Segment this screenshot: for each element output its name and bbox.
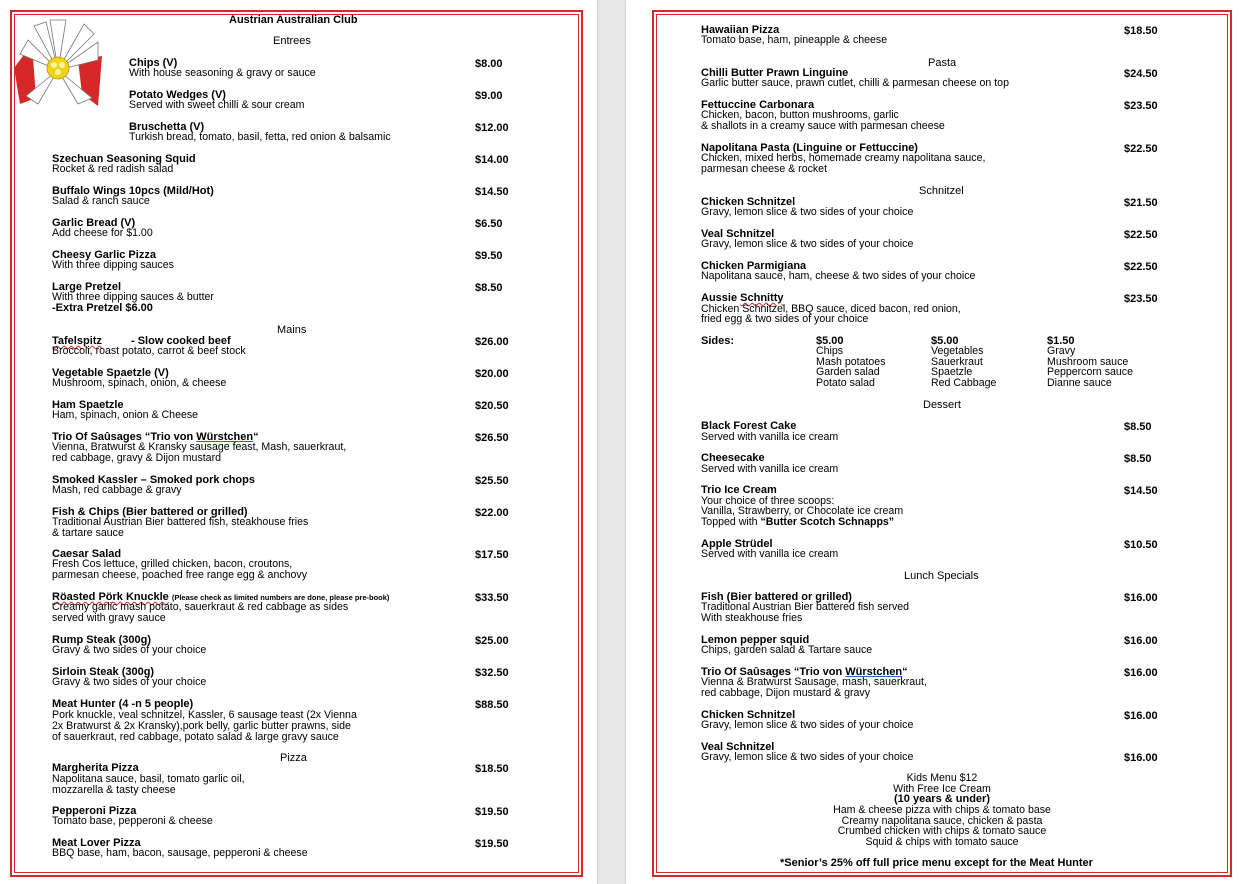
- price: $17.50: [475, 549, 509, 561]
- sides-price: $5.00: [816, 335, 844, 347]
- price: $21.50: [1124, 197, 1158, 209]
- section-dessert: Dessert: [923, 399, 961, 411]
- price: $8.50: [1124, 453, 1152, 465]
- price: $23.50: [1124, 100, 1158, 112]
- kids-item: Creamy napolitana sauce, chicken & pasta: [841, 814, 1043, 827]
- senior-discount-note: *Senior’s 25% off full price menu except for the Meat Hunter: [780, 857, 1093, 869]
- price: $18.50: [475, 763, 509, 775]
- section-pasta: Pasta: [928, 57, 957, 69]
- club-title: Austrian Australian Club: [229, 14, 358, 26]
- price: $16.00: [1124, 592, 1158, 604]
- price: $8.00: [475, 58, 503, 70]
- price: $12.00: [475, 122, 509, 134]
- kids-subtitle: With Free Ice Cream: [893, 782, 991, 795]
- price: $32.50: [475, 667, 509, 679]
- price: $6.50: [475, 218, 503, 230]
- price: $25.50: [475, 475, 509, 487]
- price: $22.50: [1124, 143, 1158, 155]
- price: $16.00: [1124, 667, 1158, 679]
- price: $33.50: [475, 592, 509, 604]
- price: $26.00: [475, 336, 509, 348]
- price: $23.50: [1124, 293, 1158, 305]
- price: $88.50: [475, 699, 509, 711]
- extra-note: -Extra Pretzel $6.00: [52, 302, 153, 314]
- menu-page-right: Hawaiian Pizza Tomato base, ham, pineapple & cheese $18.50 Pasta Chilli Butter Prawn Linguine Garlic butter sauce, prawn cutlet, chilli & parmesan cheese on top $24.50 Fettuccine Carbonara Chicken, bacon, button mushrooms, garlic & shallots in a creamy sauce with parmesan cheese $23.50 Napolitana Pasta (Linguine or Fettuccine) Chicken, mixed herbs, homemade creamy napolitana sauce, parmesan cheese & rocket $22.50 Schnitzel Chicken Schnitzel Gravy, lemon slice & two sides of your choice $21.50 Veal Schnitzel Gravy, lemon slice & two sides of your choice $22.50 Chicken Parmigiana Napolitana sauce, ham, cheese & two sides of your choice $22.50 Aussie Schnitty Chicken Schnitzel, BBQ sauce, diced bacon, red onion, fried egg & two sides of your choice $23.50 Sides: $5.00 Chips Mash potatoes Garden salad Potato salad $5.00 Vegetables Sauerkraut Spaetzle Red Cabbage $1.50 Gravy Mushroom sauce Peppercorn sauce Dianne sauce Dessert Black Forest Cake Served with vanilla ice cream $8.50 Cheesecake Served with vanilla ice cream $8.50 Trio Ice Cream Your choice of three scoops: Vanilla, Strawberry, or Chocolate ice cream Topped with “Butter Scotch Schnapps” $14.50 Apple Strüdel Served with vanilla ice cream $10.50 Lunch Specials Fish (Bier battered or grilled) Traditional Austrian Bier battered fish served With steakhouse fries $16.00 Lemon pepper squid Chips, garden salad & Tartare sauce $16.00 Trio Of Saûsages “Trio von Würstchen“ Vienna & Bratwurst Sausage, mash, sauerkraut, red cabbage, Dijon mustard & gravy $16.00 Chicken Schnitzel Gravy, lemon slice & two sides of your choice $16.00 Veal Schnitzel Gravy, lemon slice & two sides of your choice $16.00 Kids Menu $12 With Free Ice Cream (10 years & under) Ham & cheese pizza with chips & tomato base Creamy napolitana sauce, chicken & pasta Crumbed chicken with chips & tomato sauce Squid & chips with tomato sauce *Senior’s 25% off full price menu except for the Meat Hunter: [626, 0, 1239, 884]
- kids-item: Squid & chips with tomato sauce: [865, 835, 1019, 848]
- kids-menu: [742, 773, 1142, 848]
- price: $10.50: [1124, 539, 1158, 551]
- price: $8.50: [475, 282, 503, 294]
- price: $19.50: [475, 838, 509, 850]
- logo-center: [47, 57, 69, 79]
- price: $16.00: [1124, 752, 1158, 764]
- section-pizza: Pizza: [280, 752, 307, 764]
- menu-page-left: Austrian Australian Club Entrees Chips (V) With house seasoning & gravy or sauce $8.00 Potato Wedges (V) Served with sweet chilli & sour cream $9.00 Bruschetta (V) Turkish bread, tomato, basil, fetta, red onion & balsamic $12.00 Szechuan Seasoning Squid Rocket & red radish salad $14.00 Buffalo Wings 10pcs (Mild/Hot) Salad & ranch sauce $14.50 Garlic Bread (V) Add cheese for $1.00 $6.50 Cheesy Garlic Pizza With three dipping sauces $9.50 Large Pretzel With three dipping sauces & butter -Extra Pretzel $6.00 $8.50 Mains Tafelspitz - Slow cooked beef Broccoli, roast potato, carrot & beef stock $26.00 Vegetable Spaetzle (V) Mushroom, spinach, onion, & cheese $20.00 Ham Spaetzle Ham, spinach, onion & Cheese $20.50 Trio Of Saûsages “Trio von Würstchen“ Vienna, Bratwurst & Kransky sausage feast, Mash, sauerkraut, red cabbage, gravy & Dijon mustard $26.50 Smoked Kassler – Smoked pork chops Mash, red cabbage & gravy $25.50 Fish & Chips (Bier battered or grilled) Traditional Austrian Bier battered fish, steakhouse fries & tartare sauce $22.00 Caesar Salad Fresh Cos lettuce, grilled chicken, bacon, croutons, parmesan cheese, poached free range egg & anchovy $17.50 Röasted Pörk Knuckle (Please check as limited numbers are done, please pre-book) Creamy garlic mash potato, sauerkraut & red cabbage as sides served with gravy sauce $33.50 Rump Steak (300g) Gravy & two sides of your choice $25.00 Sirloin Steak (300g) Gravy & two sides of your choice $32.50 Meat Hunter (4 -n 5 people) Pork knuckle, veal schnitzel, Kassler, 6 sausage teast (2x Vienna 2x Bratwurst & 2x Kransky),pork belly, garlic butter prawns, side of sauerkraut, red cabbage, potato salad & large gravy sauce $88.50 Pizza Margherita Pizza Napolitana sauce, basil, tomato garlic oil, mozzarella & tasty cheese $18.50 Pepperoni Pizza Tomato base, pepperoni & cheese $19.50 Meat Lover Pizza BBQ base, ham, bacon, sausage, pepperoni & cheese $19.50: [0, 0, 597, 884]
- price: $8.50: [1124, 421, 1152, 433]
- edelweiss-logo: [12, 16, 104, 108]
- kids-age: (10 years & under): [894, 793, 990, 806]
- price: $22.00: [475, 507, 509, 519]
- section-schnitzel: Schnitzel: [919, 185, 964, 197]
- price: $20.00: [475, 368, 509, 380]
- price: $14.00: [475, 154, 509, 166]
- price: $16.00: [1124, 635, 1158, 647]
- price: $20.50: [475, 400, 509, 412]
- price: $9.50: [475, 250, 503, 262]
- price: $14.50: [1124, 485, 1158, 497]
- price: $19.50: [475, 806, 509, 818]
- price: $9.00: [475, 90, 503, 102]
- price: $14.50: [475, 186, 509, 198]
- price: $25.00: [475, 635, 509, 647]
- section-lunch-specials: Lunch Specials: [904, 570, 979, 582]
- sides-price: $1.50: [1047, 335, 1075, 347]
- section-entrees: Entrees: [273, 35, 311, 47]
- kids-title: Kids Menu $12: [906, 772, 978, 784]
- price: $26.50: [475, 432, 509, 444]
- section-mains: Mains: [277, 324, 307, 336]
- sides-price: $5.00: [931, 335, 959, 347]
- price: $18.50: [1124, 25, 1158, 37]
- kids-item: Ham & cheese pizza with chips & tomato base: [833, 804, 1051, 817]
- price: $24.50: [1124, 68, 1158, 80]
- sides-label: Sides:: [701, 335, 735, 347]
- kids-item: Crumbed chicken with chips & tomato sauce: [837, 825, 1047, 838]
- price: $22.50: [1124, 229, 1158, 241]
- price: $16.00: [1124, 710, 1158, 722]
- price: $22.50: [1124, 261, 1158, 273]
